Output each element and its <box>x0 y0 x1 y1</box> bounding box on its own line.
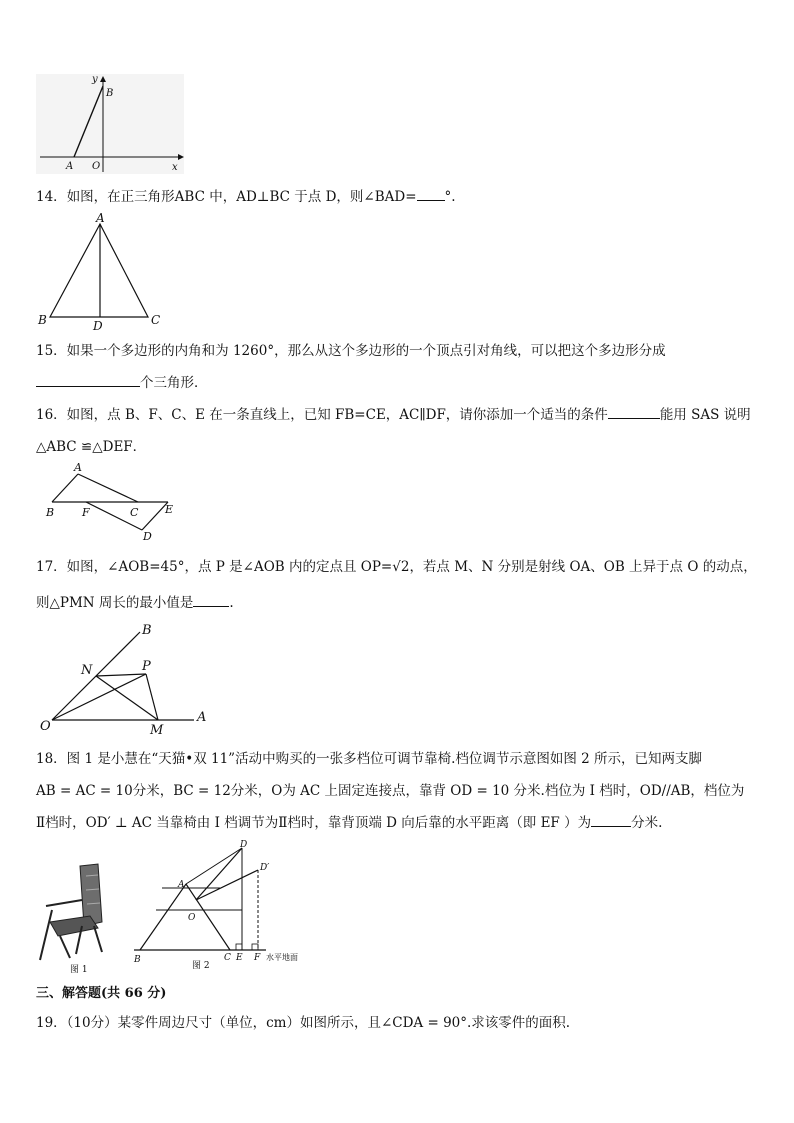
q17-line2-text: 则△PMN 周长的最小值是 <box>36 595 194 611</box>
point-d-prime-label: D′ <box>260 863 270 873</box>
x-axis-label: x <box>172 162 178 173</box>
point-e-label: E <box>236 953 243 963</box>
chair-leg <box>94 926 102 952</box>
point-b-label: B <box>142 623 152 638</box>
point-o-label: O <box>40 719 51 734</box>
q17-answer-blank[interactable] <box>193 594 229 607</box>
ground-label: 水平地面 <box>266 953 298 962</box>
point-b-label: B <box>46 506 55 519</box>
question-19 <box>36 1014 570 1032</box>
question-15-line2 <box>36 374 208 392</box>
right-angle-mark-f <box>252 944 258 950</box>
chair-leg <box>40 910 52 960</box>
q18-line3: Ⅱ档时，OD′ ⊥ AC 当靠椅由 Ⅰ 档调节为Ⅱ档时，靠背顶端 D 向后靠的水平距离（即 EF ）为 <box>36 815 592 831</box>
q16-answer-blank[interactable] <box>608 406 660 419</box>
q16-line2: △ABC ≌△DEF． <box>36 439 147 455</box>
q18-answer-blank[interactable] <box>591 814 631 827</box>
section-3-title <box>36 985 166 1003</box>
q14-answer-blank[interactable] <box>417 188 445 201</box>
q14-text-after: °. <box>444 189 456 205</box>
question-17 <box>36 558 757 576</box>
section-3-title-text: 三、解答题(共 66 分) <box>36 986 167 1001</box>
point-n-label: N <box>81 663 93 678</box>
point-a-label: A <box>66 161 74 172</box>
y-axis-label: y <box>92 74 98 85</box>
point-d-label: D <box>143 530 152 543</box>
vertex-c-label: C <box>151 313 161 327</box>
segment-ab <box>52 474 78 502</box>
q16-text-after: 能用 SAS 说明 <box>659 407 751 423</box>
q18-line3-after: 分米. <box>631 815 663 831</box>
point-m-label: M <box>150 723 164 738</box>
question-18-line3 <box>36 814 662 832</box>
point-o-label: O <box>188 913 196 923</box>
figure-1-caption: 图 1 <box>70 965 88 975</box>
chair-leg <box>60 936 70 958</box>
backrest-od-prime <box>196 870 258 900</box>
point-c-label: C <box>224 953 231 963</box>
q15-answer-blank[interactable] <box>36 374 140 387</box>
q18-line2: AB = AC = 10分米，BC = 12分米，O为 AC 上固定连接点，靠背 OD = 10 分米.档位为 Ⅰ 档时，OD//AB，档位为 <box>36 783 745 799</box>
triangle-figure-14 <box>36 211 176 334</box>
foot-d-label: D <box>93 319 103 333</box>
q16-text: 16．如图，点 B、F、C、E 在一条直线上，已知 FB=CE，AC∥DF，请你添加一个适当的条件 <box>36 407 608 423</box>
point-d-label: D <box>240 840 248 850</box>
origin-label: O <box>92 161 101 172</box>
backrest-od <box>196 848 242 900</box>
question-18-line2 <box>36 782 744 800</box>
figure-2-caption: 图 2 <box>192 961 210 971</box>
leg-ab <box>140 884 186 950</box>
segment-ac <box>78 474 138 502</box>
point-a-label: A <box>178 880 185 890</box>
q19-text: 19．（10分）某零件周边尺寸（单位，cm）如图所示，且∠CDA = 90°.求该零件的面积. <box>36 1015 571 1031</box>
question-14 <box>36 188 456 206</box>
figure-16 <box>44 462 184 542</box>
q17-line2-after: . <box>229 595 234 611</box>
segment-np <box>96 674 146 676</box>
segment-op <box>52 674 146 720</box>
chair-diagram-figure-2 <box>130 838 310 970</box>
axes-figure <box>36 74 186 174</box>
link-to-d <box>186 848 242 884</box>
point-b-label: B <box>134 955 141 965</box>
question-17-line2 <box>36 594 234 612</box>
point-p-label: P <box>142 659 151 674</box>
chair-seat <box>50 916 98 936</box>
q17-text-b: ，若点 M、N 分别是射线 OA、OB 上异于点 O 的动点， <box>409 559 757 575</box>
question-18-line1 <box>36 750 702 768</box>
chair-armrest <box>46 900 82 906</box>
right-angle-mark-e <box>236 944 242 950</box>
point-a-label: A <box>197 710 207 725</box>
q17-text-a: 17．如图，∠AOB=45°，点 P 是∠AOB 内的定点且 OP= <box>36 559 393 575</box>
point-b-label: B <box>106 88 114 99</box>
triangle-abc <box>50 224 148 317</box>
question-15 <box>36 342 666 360</box>
q14-number: 14． <box>36 189 67 205</box>
point-a-label: A <box>74 461 82 474</box>
figure-17 <box>36 618 216 736</box>
chair-photo-figure-1 <box>36 860 116 975</box>
point-e-label: E <box>165 503 174 516</box>
question-16-line2 <box>36 438 146 456</box>
q18-line1: 18．图 1 是小慧在“天猫•双 11”活动中购买的一张多档位可调节靠椅.档位调节示意图如图 2 所示，已知两支脚 <box>36 751 703 767</box>
vertex-a-label: A <box>96 211 105 225</box>
vertex-b-label: B <box>38 313 47 327</box>
point-c-label: C <box>130 506 139 519</box>
q15-line1: 15．如果一个多边形的内角和为 1260°，那么从这个多边形的一个顶点引对角线，可以把这个多边形分成 <box>36 343 666 359</box>
q17-sqrt: √2 <box>392 559 410 575</box>
question-16 <box>36 406 751 424</box>
q15-line2-text: 个三角形． <box>140 375 208 391</box>
point-f-label: F <box>254 953 261 963</box>
q14-text: 如图，在正三角形ABC 中，AD⊥BC 于点 D，则∠BAD= <box>66 189 417 205</box>
point-f-label: F <box>82 506 90 519</box>
